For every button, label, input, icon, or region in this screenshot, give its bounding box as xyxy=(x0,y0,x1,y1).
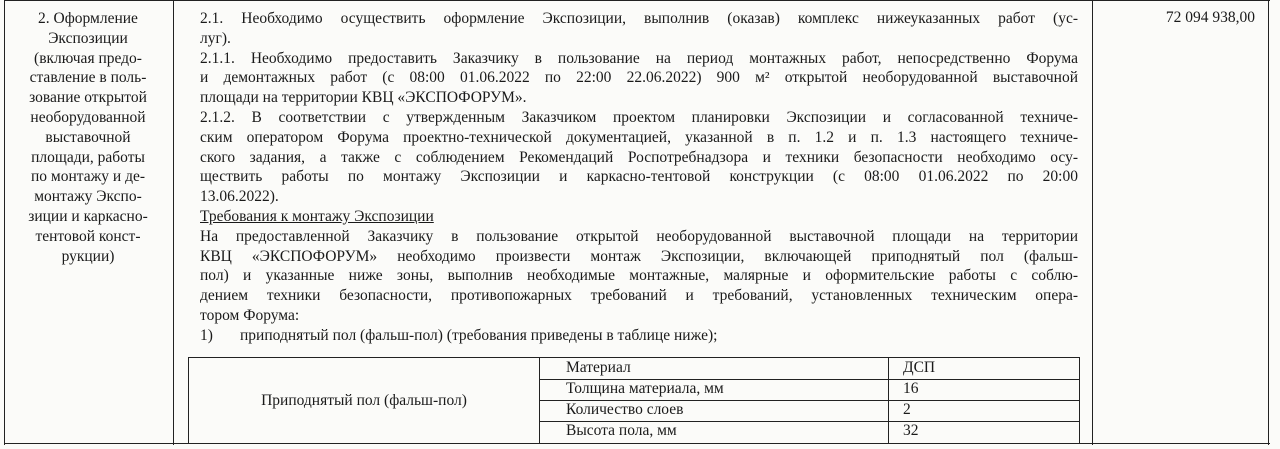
list-item-text: приподнятый пол (фальш-пол) (требования приведены в таблице ниже); xyxy=(240,326,718,344)
spec-table-row xyxy=(539,379,1079,401)
section-name-line: выставочной xyxy=(45,128,131,146)
list-item-number: 1) xyxy=(200,326,213,344)
description-cell xyxy=(200,9,1078,346)
spec-key: Количество слоев xyxy=(566,401,684,418)
spec-key: Толщина материала, мм xyxy=(566,380,724,397)
spec-value: 16 xyxy=(903,380,919,397)
section-name-line: площади, работы xyxy=(31,148,145,166)
text-line: КВЦ «ЭКСПОФОРУМ» необходимо произвести монтаж Экспозиции, включающей приподнятый пол (фальш- xyxy=(200,247,1078,265)
table-top-border xyxy=(4,0,1270,1)
text-line: На предоставленной Заказчику в пользование открытой необорудованной выставочной площади на территории xyxy=(200,227,1078,245)
spec-key: Материал xyxy=(566,359,631,376)
spec-table xyxy=(188,357,1080,444)
spec-table-row xyxy=(539,400,1079,422)
spec-table-row xyxy=(539,358,1079,380)
text-line: ского задания, а также с соблюдением Рекомендаций Роспотребнадзора и техники безопасности необходимо осу- xyxy=(200,148,1078,166)
section-name-line: монтажу Экспо- xyxy=(34,188,142,206)
text-line: 2.1.1. Необходимо предоставить Заказчику в пользование на период монтажных работ, непосредственно Форума xyxy=(200,49,1078,67)
spec-key: Высота пола, мм xyxy=(566,422,677,439)
text-line: луг). xyxy=(200,29,231,47)
spec-value: 2 xyxy=(903,401,911,418)
text-line: 13.06.2022). xyxy=(200,188,279,206)
text-line: ским оператором Форума проектно-технической документацией, указанной в п. 1.2 и п. 1.3 настоящего техниче- xyxy=(200,128,1078,146)
section-name-line: ставление в поль- xyxy=(29,69,147,87)
spec-value-column-line xyxy=(888,357,889,443)
section-name-line: рукции) xyxy=(61,247,115,265)
table-right-border xyxy=(1268,0,1269,445)
section-name-line: по монтажу и де- xyxy=(30,168,146,186)
text-line: площади на территории КВЦ «ЭКСПОФОРУМ». xyxy=(200,89,527,107)
section-name-line: Экспозиции xyxy=(48,29,128,47)
column-separator-1 xyxy=(173,0,174,445)
column-separator-2 xyxy=(1092,0,1093,445)
text-line: 2.1.2. В соответствии с утвержденным Заказчиком проектом планировки Экспозиции и согласованной техниче- xyxy=(200,108,1078,126)
section-name-line: зование открытой xyxy=(29,89,147,107)
section-name-line: тентовой конст- xyxy=(35,227,141,245)
text-line: тором Форума: xyxy=(200,306,300,324)
spec-table-row xyxy=(539,421,1079,442)
text-line: дением техники безопасности, противопожарных требований и требований, установленных техническим опера- xyxy=(200,287,1078,305)
text-line: и демонтажных работ (с 08:00 01.06.2022 по 22:00 22.06.2022) 900 м² открытой необорудованной выставочной xyxy=(200,69,1078,87)
text-line: ществить работы по монтажу Экспозиции и каркасно-тентовой конструкции (с 08:00 01.06.2022 по 20:00 xyxy=(200,168,1078,186)
text-line: 2.1. Необходимо осуществить оформление Экспозиции, выполнив (оказав) комплекс нижеуказанных работ (ус- xyxy=(200,10,1078,27)
section-name-line: 2. Оформление xyxy=(38,10,138,27)
table-left-border xyxy=(4,0,5,445)
amount-value: 72 094 938,00 xyxy=(1165,9,1255,26)
section-name-line: зиции и каркасно- xyxy=(28,207,148,225)
section-name-line: необорудованной xyxy=(30,108,146,126)
list-item xyxy=(200,326,1078,346)
requirements-heading: Требования к монтажу Экспозиции xyxy=(200,207,434,225)
spec-table-label: Приподнятый пол (фальш-пол) xyxy=(189,358,540,444)
section-name-line: (включая предо- xyxy=(34,49,142,67)
section-name-cell xyxy=(8,9,168,266)
spec-value: ДСП xyxy=(903,359,936,376)
text-line: пол) и указанные ниже зоны, выполнив необходимые монтажные, малярные и оформительские работы с соблю- xyxy=(200,267,1078,285)
spec-value: 32 xyxy=(903,422,919,439)
